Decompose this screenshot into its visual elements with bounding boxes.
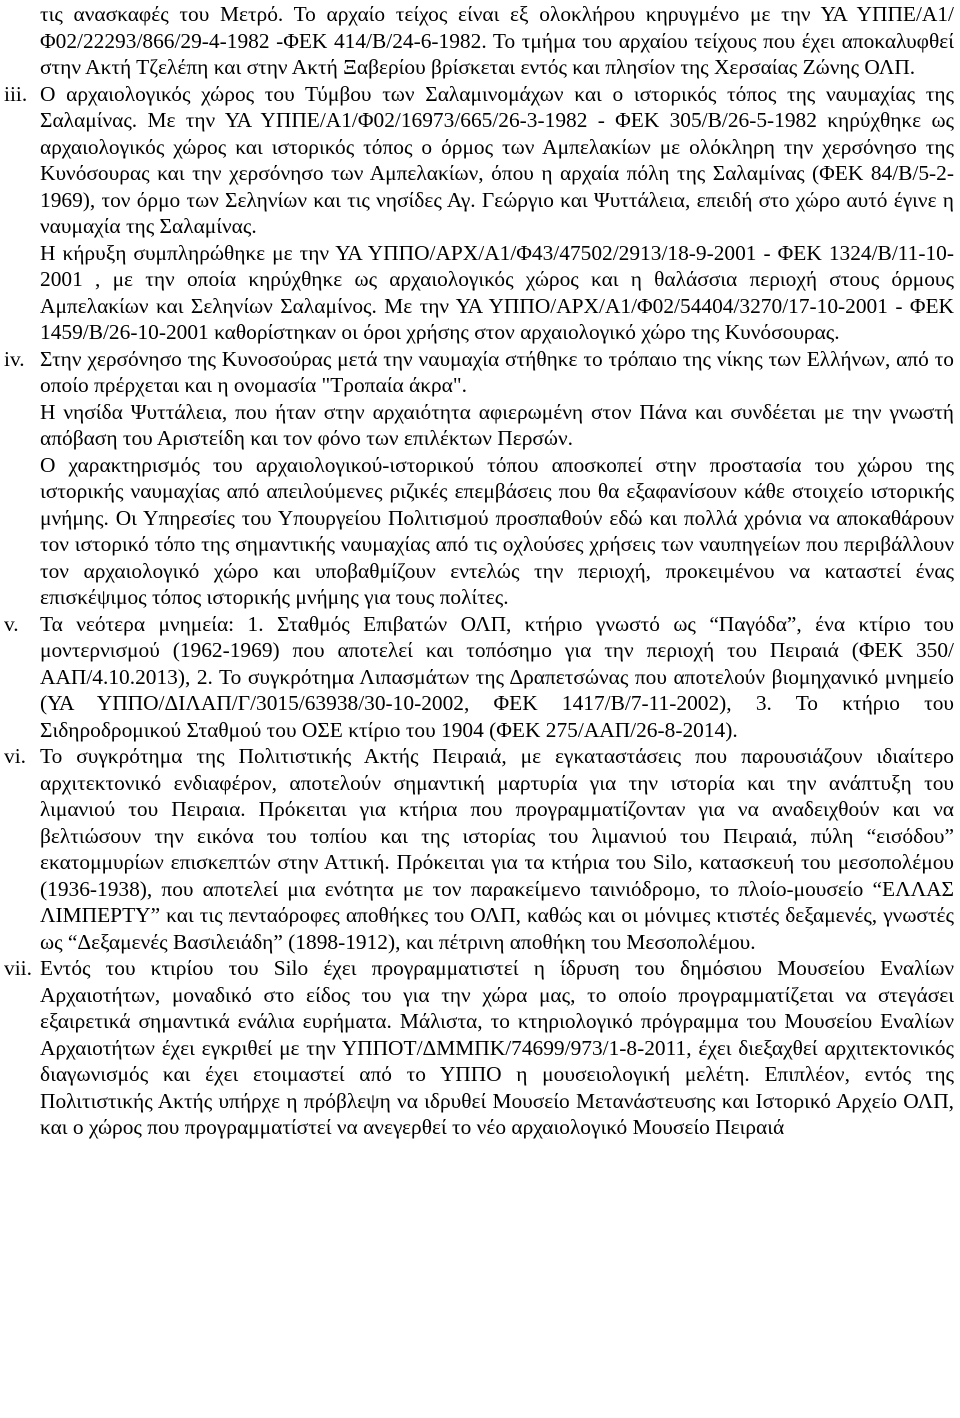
list-item-paragraph: Το συγκρότημα της Πολιτιστικής Ακτής Πειραιά, με εγκαταστάσεις που παρουσιάζουν ιδιαίτερο αρχιτεκτονικό ενδιαφέρον, αποτελούν σημαντική μαρτυρία για την ιστορία και την ανάπτυξη του λιμανιού του Πειραια. Πρόκειται για κτήρια που προγραμματίζονταν για να αναδειχθούν και να βελτιώσουν την εικόνα του τοπίου και της ιστορίας του λιμανιού του Πειραιά, πύλη “εισόδου” εκατομμυρίων επισκεπτών στην Αττική. Πρόκειται για τα κτήρια του Silo, κατασκευή του μεσοπολέμου (1936-1938), που αποτελεί μια ενότητα με τον παρακείμενο ταινιόδρομο, το πλοίο-μουσείο “ΕΛΛΑΣ ΛΙΜΠΕΡΤΥ” και τις πενταόροφες αποθήκες του ΟΛΠ, καθώς και οι μόνιμες κτιστές δεξαμενές, γνωστές ως “Δεξαμενές Βασιλειάδη” (1898-1912), και πέτρινη αποθήκη του Μεσοπολέμου. (40, 744, 954, 954)
list-item-paragraph: Στην χερσόνησο της Κυνοσούρας μετά την ναυμαχία στήθηκε το τρόπαιο της νίκης των Ελλήνων, από το οποίο πρέρχεται και η ονομασία "Τροπαία άκρα". (40, 346, 954, 397)
list-item-iii (4, 81, 954, 346)
list-item-paragraph: Ο χαρακτηρισμός του αρχαιολογικού-ιστορικού τόπου αποσκοπεί στην προστασία του χώρου της ιστορικής ναυμαχίας από απειλούμενες ριζικές επεμβάσεις που θα εξαφανίσουν κάθε στοιχείο ιστορικής μνήμης. Οι Υπηρεσίες του Υπουργείου Πολιτισμού προσπαθούν εδώ και πολλά χρόνια να αποκαθάρουν τον ιστορικό τόπο της σημαντικής ναυμαχίας από τις οχλούσες χρήσεις των ναυπηγείων που περιβάλλουν τον αρχαιολογικό χώρο και υποβαθμίζουν εντελώς την περιοχή, προκειμένου να καταστεί ένας επισκέψιμος τόπος ιστορικής μνήμης για τους πολίτες. (40, 452, 954, 609)
intro-text: τις ανασκαφές του Μετρό. Το αρχαίο τείχος είναι εξ ολοκλήρου κηρυγμένο με την ΥΑ ΥΠΠΕ/Α1/Φ02/22293/866/29-4-1982 -ΦΕΚ 414/Β/24-6-1982. Το τμήμα του αρχαίου τείχους που έχει αποκαλυφθεί στην Ακτή Τζελέπη και στην Ακτή Ξαβερίου βρίσκεται εντός και πλησίον της Χερσαίας Ζώνης ΟΛΠ. (40, 2, 954, 79)
list-item-iv (4, 346, 954, 611)
list-item-paragraph: Εντός του κτιρίου του Silo έχει προγραμματιστεί η ίδρυση του δημόσιου Μουσείου Εναλίων Αρχαιοτήτων, μοναδικό στο είδος του για την χώρα μας, το οποίο προγραμματίζεται να στεγάσει εξαιρετικά σημαντικά ενάλια ευρήματα. Μάλιστα, το κτηριολογικό πρόγραμμα του Μουσείου Εναλίων Αρχαιοτήτων έχει εγκριθεί με την ΥΠΠΟΤ/ΔΜΜΠΚ/74699/973/1-8-2011, έχει διεξαχθεί αρχιτεκτονικός διαγωνισμός και έχει ετοιμαστεί από το ΥΠΠΟ η μουσειολογική μελέτη. Επιπλέον, εντός της Πολιτιστικής Ακτής υπήρχε η πρόβλεψη να ιδρυθεί Μουσείο Μετανάστευσης και Ιστορικό Αρχείο ΟΛΠ, και ο χώρος που προγραμματίστεί να ανεγερθεί το νέο αρχαιολογικό Μουσείο Πειραιά (40, 956, 954, 1139)
list-item-vi (4, 743, 954, 955)
list-item-paragraph: Τα νεότερα μνημεία: 1. Σταθμός Επιβατών ΟΛΠ, κτήριο γνωστό ως “Παγόδα”, ένα κτίριο του μοντερνισμού (1962-1969) που αποτελεί και τοπόσημο για την περιοχή του Πειραιά (ΦΕΚ 350/ΑΑΠ/4.10.2013), 2. Το συγκρότημα Λιπασμάτων της Δραπετσώνας που αποτελούν βιομηχανικό μνημείο (ΥΑ ΥΠΠΟ/ΔΙΛΑΠ/Γ/3015/63938/30-10-2002, ΦΕΚ 1417/Β/7-11-2002), 3. Το κτήριο του Σιδηροδρομικού Σταθμού του ΟΣΕ κτίριο του 1904 (ΦΕΚ 275/ΑΑΠ/26-8-2014). (40, 611, 954, 742)
list-numeral: iii. (4, 81, 28, 106)
list-numeral: vi. (4, 744, 26, 768)
list-item-v (4, 611, 954, 744)
list-item-vii (4, 955, 954, 1141)
list-numeral: v. (4, 611, 19, 636)
list-item-paragraph: Η νησίδα Ψυττάλεια, που ήταν στην αρχαιότητα αφιερωμένη στον Πάνα και συνδέεται με την γνωστή απόβαση του Αριστείδη και τον φόνο των επιλέκτων Περσών. (40, 399, 954, 450)
intro-paragraph (40, 1, 954, 81)
list-item-paragraph: Ο αρχαιολογικός χώρος του Τύμβου των Σαλαμινομάχων και ο ιστορικός τόπος της ναυμαχίας της Σαλαμίνας. Με την ΥΑ ΥΠΠΕ/Α1/Φ02/16973/665/26-3-1982 - ΦΕΚ 305/Β/26-5-1982 κηρύχθηκε ως αρχαιολογικός χώρος και ιστορικός τόπος ο όρμος των Αμπελακίων με ολόκληρη την χερσόνησο της Κυνόσουρας και την χερσόνησο των Αμπελακίων, όπου η αρχαία πόλη της Σαλαμίνας (ΦΕΚ 84/Β/5-2-1969), τον όρμο των Σεληνίων και τις νησίδες Αγ. Γεώργιο και Ψυττάλεια, επειδή στο χώρο αυτό έγινε η ναυμαχία της Σαλαμίνας. (40, 81, 954, 238)
list-numeral: vii. (4, 956, 32, 980)
list-numeral: iv. (4, 346, 25, 371)
list-item-paragraph: Η κήρυξη συμπληρώθηκε με την ΥΑ ΥΠΠΟ/ΑΡΧ/Α1/Φ43/47502/2913/18-9-2001 - ΦΕΚ 1324/Β/11-10-2001 , με την οποία κηρύχθηκε ως αρχαιολογικός χώρος και η θαλάσσια περιοχή στους όρμους Αμπελακίων και Σεληνίων Σαλαμίνος. Με την ΥΑ ΥΠΠΟ/ΑΡΧ/Α1/Φ02/54404/3270/17-10-2001 - ΦΕΚ 1459/Β/26-10-2001 καθορίστηκαν οι όροι χρήσης στον αρχαιολογικό χώρο της Κυνόσουρας. (40, 240, 954, 344)
